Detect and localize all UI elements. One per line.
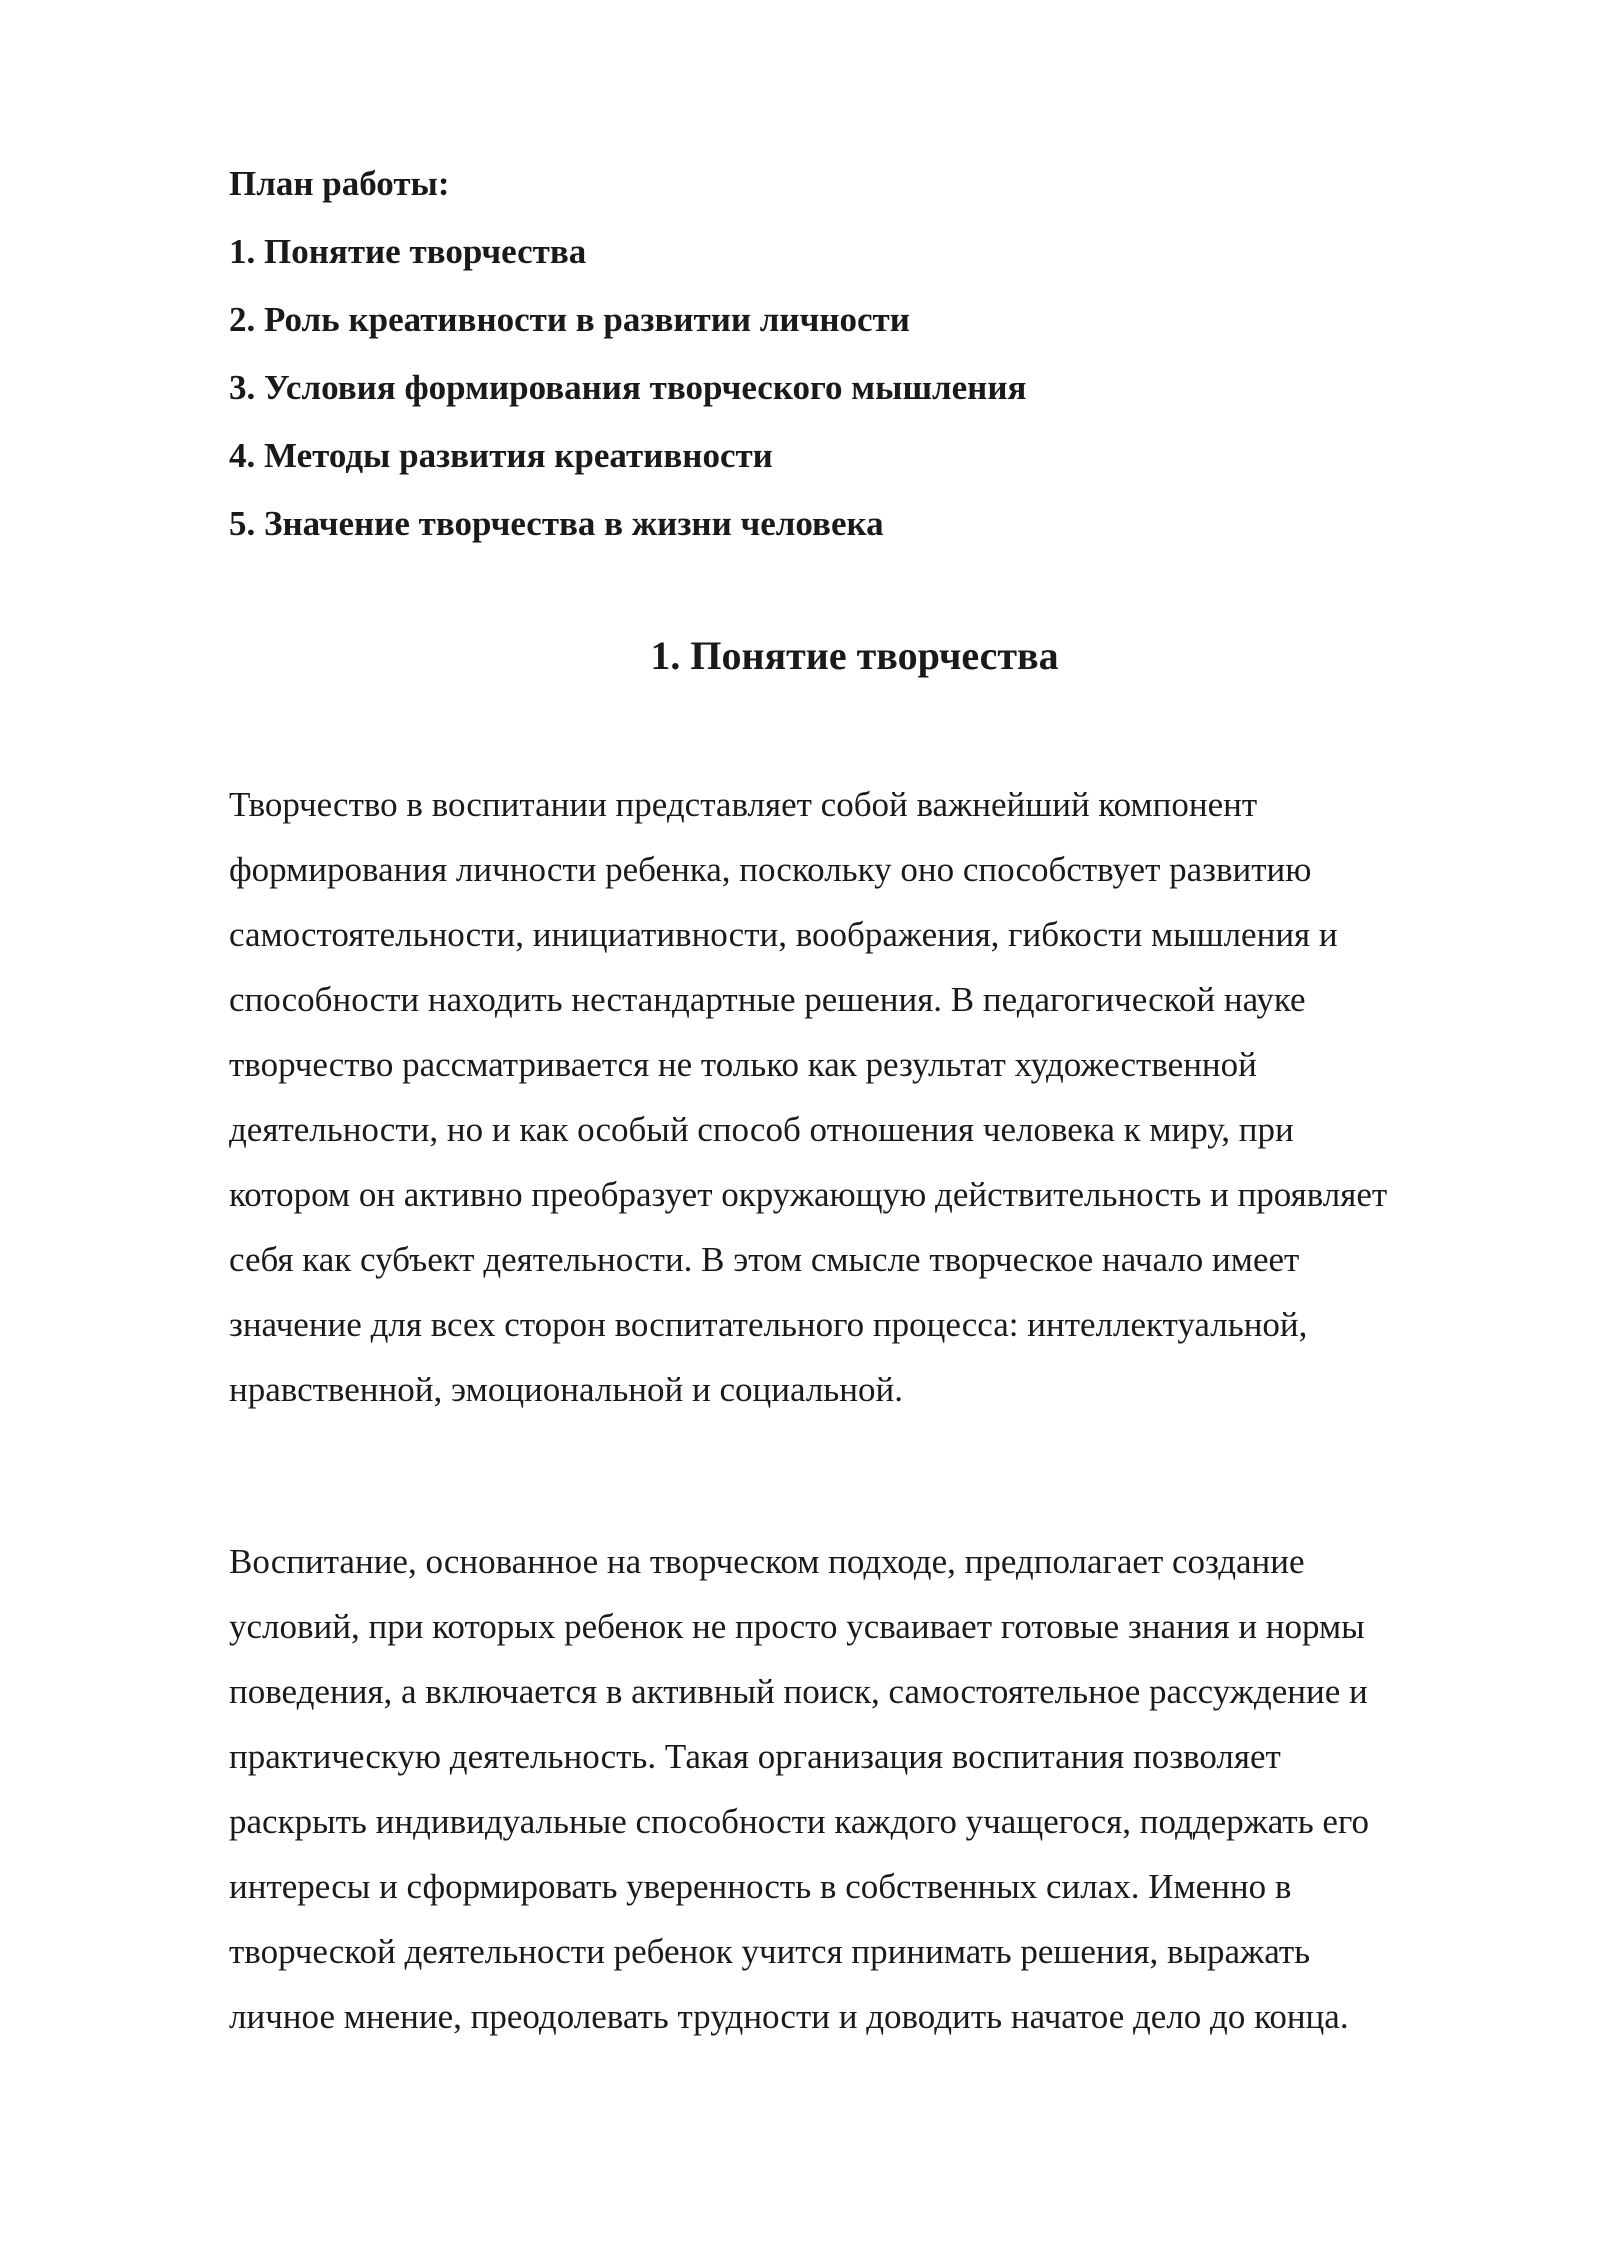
paragraph-line: себя как субъект деятельности. В этом смысле творческое начало имеет — [229, 1240, 1300, 1279]
paragraph-line: деятельности, но и как особый способ отношения человека к миру, при — [229, 1110, 1294, 1149]
paragraph-line: нравственной, эмоциональной и социальной. — [229, 1370, 903, 1409]
plan-item: 4. Методы развития креативности — [229, 436, 773, 475]
paragraph-line: Творчество в воспитании представляет собой важнейший компонент — [229, 785, 1258, 824]
plan-title: План работы: — [229, 164, 450, 203]
paragraph-line: Воспитание, основанное на творческом подходе, предполагает создание — [229, 1542, 1305, 1581]
paragraph-2 — [229, 1529, 1489, 2049]
paragraph-line: творческой деятельности ребенок учится принимать решения, выражать — [229, 1932, 1311, 1971]
paragraph-line: практическую деятельность. Такая организация воспитания позволяет — [229, 1737, 1281, 1776]
work-plan — [229, 150, 1479, 558]
paragraph-line: условий, при которых ребенок не просто усваивает готовые знания и нормы — [229, 1607, 1365, 1646]
paragraph-1 — [229, 772, 1489, 1422]
plan-item: 3. Условия формирования творческого мышления — [229, 368, 1027, 407]
paragraph-line: интересы и сформировать уверенность в собственных силах. Именно в — [229, 1867, 1292, 1906]
paragraph-line: формирования личности ребенка, поскольку оно способствует развитию — [229, 850, 1312, 889]
plan-item: 2. Роль креативности в развитии личности — [229, 300, 910, 339]
plan-item: 1. Понятие творчества — [229, 232, 587, 271]
plan-item: 5. Значение творчества в жизни человека — [229, 504, 884, 543]
paragraph-line: творчество рассматривается не только как результат художественной — [229, 1045, 1257, 1084]
section-heading: 1. Понятие творчества — [650, 633, 1059, 678]
paragraph-line: поведения, а включается в активный поиск, самостоятельное рассуждение и — [229, 1672, 1368, 1711]
paragraph-line: котором он активно преобразует окружающую действительность и проявляет — [229, 1175, 1388, 1214]
paragraph-line: значение для всех сторон воспитательного процесса: интеллектуальной, — [229, 1305, 1308, 1344]
paragraph-line: личное мнение, преодолевать трудности и доводить начатое дело до конца. — [229, 1997, 1349, 2036]
paragraph-line: самостоятельности, инициативности, воображения, гибкости мышления и — [229, 915, 1338, 954]
paragraph-line: способности находить нестандартные решения. В педагогической науке — [229, 980, 1306, 1019]
paragraph-line: раскрыть индивидуальные способности каждого учащегося, поддержать его — [229, 1802, 1369, 1841]
